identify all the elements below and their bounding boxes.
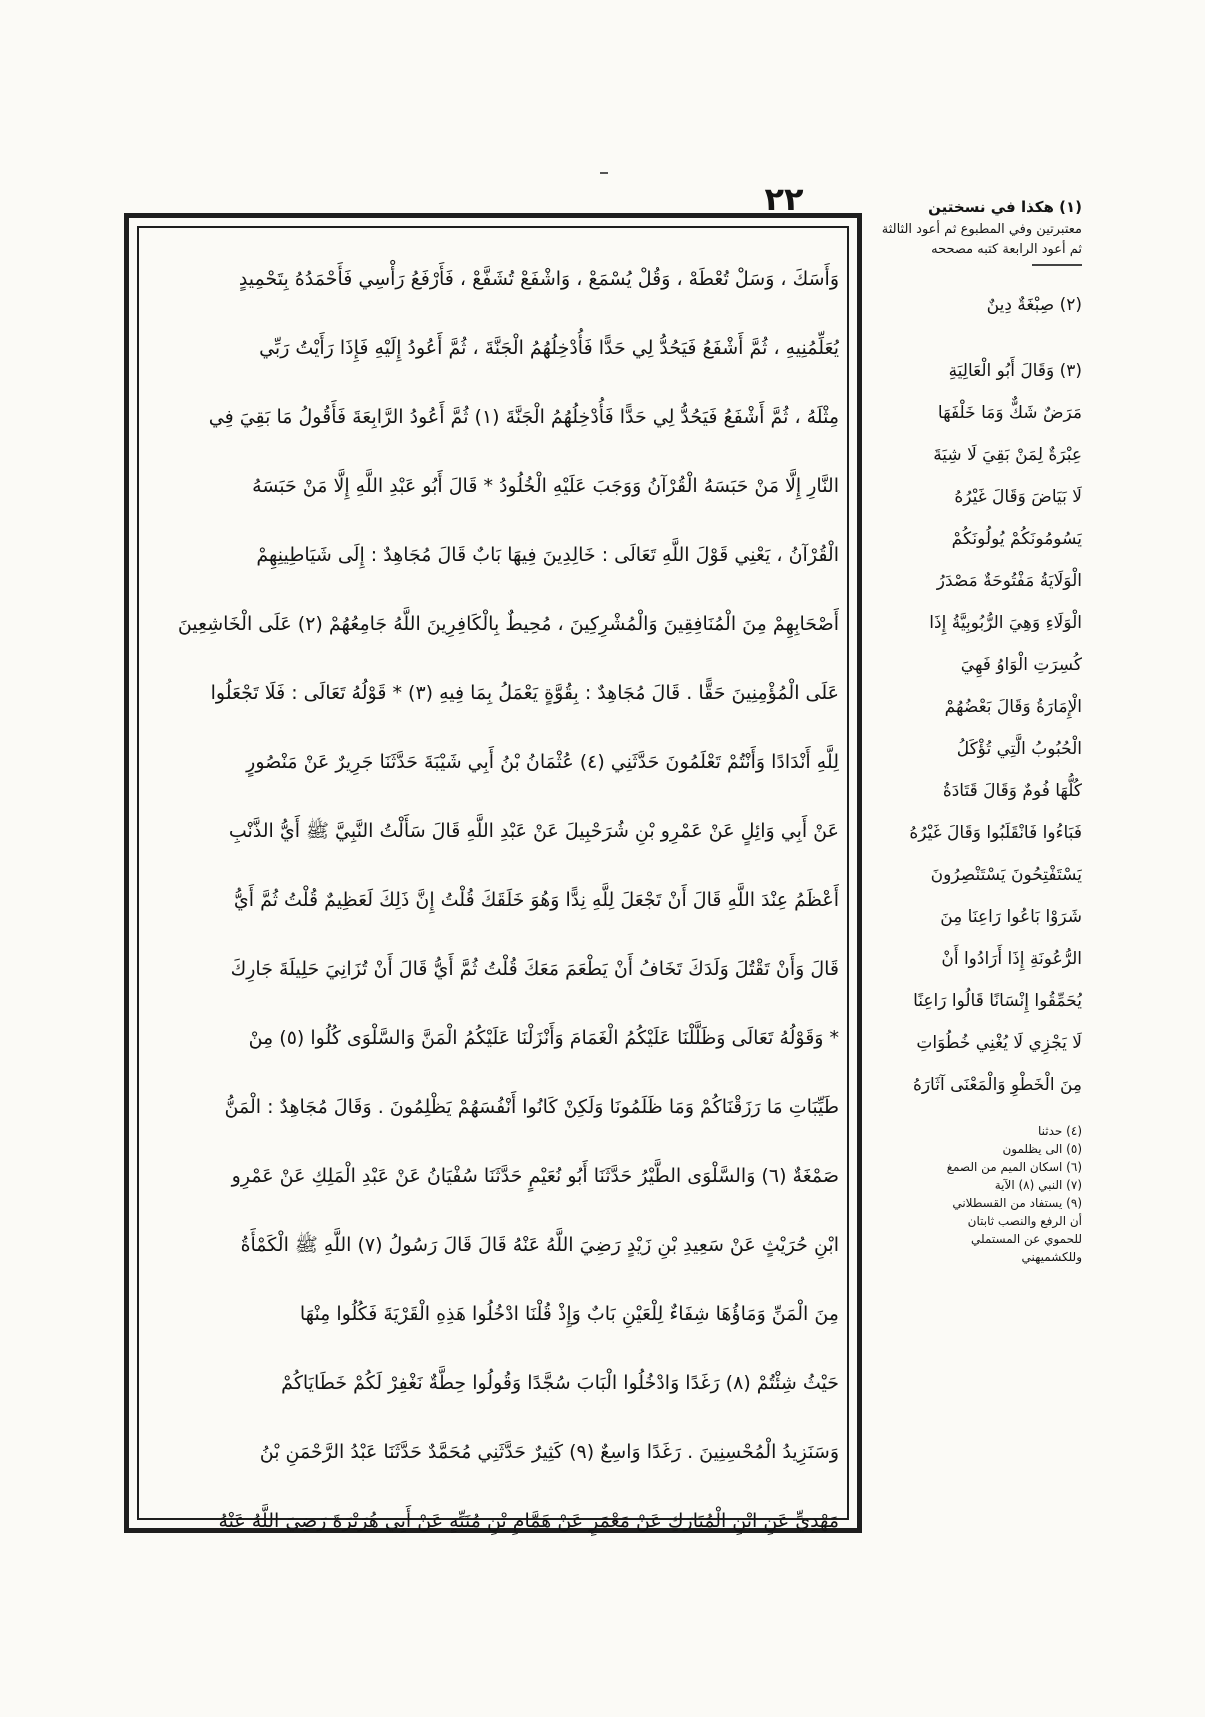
margin-line: يَسْتَفْتِحُونَ يَسْتَنْصِرُونَ: [930, 865, 1082, 885]
margin-line: الْإِمَارَةُ وَقَالَ بَعْضُهُمْ: [944, 697, 1082, 717]
margin-line: الرُّعُونَةِ إِذَا أَرَادُوا أَنْ: [941, 949, 1082, 969]
margin-line: يَسُومُونَكُمْ يُولُونَكُمْ: [951, 529, 1082, 549]
margin-note-2: (٢) صِبْغَةٌ دِينٌ: [986, 295, 1082, 315]
margin-line: يُحَمِّقُوا إِنْسَانًا قَالُوا رَاعِنًا: [913, 991, 1082, 1011]
text-line: ابْنِ حُرَيْثٍ عَنْ سَعِيدِ بْنِ زَيْدٍ رَضِيَ اللَّهُ عَنْهُ قَالَ قَالَ رَسُولُ (٧) اللَّهِ ﷺ الْكَمْأَةُ: [240, 1234, 839, 1256]
margin-notes: [872, 196, 1082, 1266]
text-line: وَأَسَكَ ، وَسَلْ تُعْطَهْ ، وَقُلْ يُسْمَعْ ، وَاشْفَعْ تُشَفَّعْ ، فَأَرْفَعُ رَأْسِي فَأَحْمَدُهُ بِتَحْمِيدٍ: [238, 268, 839, 290]
margin-line: الْوَلَاءِ وَهِيَ الرُّبُوبِيَّةُ إِذَا: [929, 613, 1082, 633]
text-line: أَعْظَمُ عِنْدَ اللَّهِ قَالَ أَنْ تَجْعَلَ لِلَّهِ نِدًّا وَهُوَ خَلَقَكَ قُلْتُ إِنَّ ذَلِكَ لَعَظِيمٌ قُلْتُ ثُمَّ أَيُّ: [233, 889, 839, 911]
margin-line: كُلُّهَا فُومٌ وَقَالَ قَتَادَةُ: [942, 781, 1082, 801]
margin-line: عِبْرَةٌ لِمَنْ بَقِيَ لَا شِيَةَ: [933, 445, 1082, 465]
text-line: قَالَ وَأَنْ تَقْتُلَ وَلَدَكَ تَخَافُ أَنْ يَطْعَمَ مَعَكَ قُلْتُ ثُمَّ أَيُّ قَالَ أَنْ تُزَانِيَ حَلِيلَةَ جَارِكَ: [230, 958, 839, 980]
text-line: صَمْغَةٌ (٦) وَالسَّلْوَى الطَّيْرُ حَدَّثَنَا أَبُو نُعَيْمٍ حَدَّثَنَا سُفْيَانُ عَنْ عَبْدِ الْمَلِكِ عَنْ عَمْرِو: [231, 1165, 839, 1187]
margin-line: الْحُبُوبُ الَّتِي تُؤْكَلُ: [956, 739, 1082, 759]
footnote: للحموي عن المستملي: [971, 1232, 1082, 1246]
text-line: حَيْثُ شِئْتُمْ (٨) رَغَدًا وَادْخُلُوا الْبَابَ سُجَّدًا وَقُولُوا حِطَّةٌ نَغْفِرْ لَكُمْ خَطَايَاكُمْ: [281, 1372, 839, 1394]
text-line: عَنْ أَبِي وَائِلٍ عَنْ عَمْرِو بْنِ شُرَحْبِيلَ عَنْ عَبْدِ اللَّهِ قَالَ سَأَلْتُ النَّبِيَّ ﷺ أَيُّ الذَّنْبِ: [228, 820, 839, 842]
margin-note-1-head: (١) هكذا في نسختين: [928, 198, 1082, 216]
margin-line: فَبَاءُوا فَانْقَلَبُوا وَقَالَ غَيْرُهُ: [909, 823, 1082, 843]
margin-line: مَرَضٌ شَكٌّ وَمَا خَلْفَهَا: [937, 403, 1082, 423]
text-line: الْقُرْآنُ ، يَعْنِي قَوْلَ اللَّهِ تَعَالَى : خَالِدِينَ فِيهَا بَابٌ قَالَ مُجَاهِدٌ : إِلَى شَيَاطِينِهِمْ: [256, 544, 839, 566]
footnote: (٥) الى يظلمون: [1002, 1142, 1082, 1156]
text-line: مَهْدِيٍّ عَنِ ابْنِ الْمُبَارَكِ عَنْ مَعْمَرٍ عَنْ هَمَّامِ بْنِ مُنَبِّهٍ عَنْ أَبِي هُرَيْرَةَ رَضِيَ اللَّهُ عَنْهُ: [218, 1510, 839, 1532]
text-line: يُعَلِّمُنِيهِ ، ثُمَّ أَشْفَعُ فَيَحُدُّ لِي حَدًّا فَأُدْخِلُهُمُ الْجَنَّةَ ، ثُمَّ أَعُودُ إِلَيْهِ فَإِذَا رَأَيْتُ رَبِّي: [259, 337, 839, 359]
margin-line: كُسِرَتِ الْوَاوُ فَهِيَ: [960, 655, 1082, 675]
text-line: مِثْلَهُ ، ثُمَّ أَشْفَعُ فَيَحُدُّ لِي حَدًّا فَأُدْخِلُهُمُ الْجَنَّةَ (١) ثُمَّ أَعُودُ الرَّابِعَةَ فَأَقُولُ مَا بَقِيَ فِي: [208, 406, 839, 428]
footnote: وللكشميهني: [1021, 1250, 1082, 1264]
page-number: ٢٢: [764, 180, 804, 218]
footnote-list: [872, 1122, 1082, 1266]
text-line: * وَقَوْلُهُ تَعَالَى وَظَلَّلْنَا عَلَيْكُمُ الْغَمَامَ وَأَنْزَلْنَا عَلَيْكُمُ الْمَنَّ وَالسَّلْوَى كُلُوا (٥) مِنْ: [248, 1027, 839, 1049]
main-text-body: [147, 242, 839, 1553]
margin-line: لَا بَيَاضَ وَقَالَ غَيْرُهُ: [954, 487, 1082, 507]
margin-note-1-body: معتبرتين وفي المطبوع ثم أعود الثالثة ثم أعود الرابعة كتبه مصححه: [881, 222, 1082, 257]
text-line: عَلَى الْمُؤْمِنِينَ حَقًّا . قَالَ مُجَاهِدٌ : بِقُوَّةٍ يَعْمَلُ بِمَا فِيهِ (٣) * قَوْلُهُ تَعَالَى : فَلَا تَجْعَلُوا: [210, 682, 839, 704]
margin-line: شَرَوْا بَاعُوا رَاعِنَا مِنَ: [940, 907, 1082, 927]
footnote: (٧) النبي (٨) الآية: [994, 1178, 1082, 1192]
text-line: أَصْحَابِهِمْ مِنَ الْمُنَافِقِينَ وَالْمُشْرِكِينَ ، مُحِيطٌ بِالْكَافِرِينَ اللَّهُ جَامِعُهُمْ (٢) عَلَى الْخَاشِعِينَ: [177, 613, 839, 635]
top-mark: [600, 172, 608, 174]
footnote: أن الرفع والنصب ثابتان: [967, 1214, 1082, 1228]
footnote: (٩) يستفاد من القسطلاني: [952, 1196, 1082, 1210]
note-separator: [1032, 264, 1082, 266]
margin-line: (٣) وَقَالَ أَبُو الْعَالِيَةِ: [948, 361, 1082, 381]
text-line: النَّارِ إِلَّا مَنْ حَبَسَهُ الْقُرْآنُ وَوَجَبَ عَلَيْهِ الْخُلُودُ * قَالَ أَبُو عَبْدِ اللَّهِ إِلَّا مَنْ حَبَسَهُ: [252, 475, 839, 497]
margin-line: لَا يَجْزِي لَا يُغْنِي خُطُوَاتِ: [916, 1033, 1082, 1053]
footnote: (٦) اسكان الميم من الصمغ: [946, 1160, 1082, 1174]
margin-line: مِنَ الْخَطْوِ وَالْمَعْنَى آثَارَهُ: [912, 1075, 1082, 1095]
text-line: وَسَنَزِيدُ الْمُحْسِنِينَ . رَغَدًا وَاسِعٌ (٩) كَثِيرٌ حَدَّثَنِي مُحَمَّدٌ حَدَّثَنَا عَبْدُ الرَّحْمَنِ بْنُ: [259, 1441, 839, 1463]
text-line: لِلَّهِ أَنْدَادًا وَأَنْتُمْ تَعْلَمُونَ حَدَّثَنِي (٤) عُثْمَانُ بْنُ أَبِي شَيْبَةَ حَدَّثَنَا جَرِيرٌ عَنْ مَنْصُورٍ: [246, 751, 839, 773]
margin-note-3: [872, 346, 1082, 1102]
text-line: مِنَ الْمَنِّ وَمَاؤُهَا شِفَاءٌ لِلْعَيْنِ بَابٌ وَإِذْ قُلْنَا ادْخُلُوا هَذِهِ الْقَرْيَةَ فَكُلُوا مِنْهَا: [299, 1303, 839, 1325]
footnote: (٤) حدثنا: [1038, 1124, 1082, 1138]
text-line: طَيِّبَاتِ مَا رَزَقْنَاكُمْ وَمَا ظَلَمُونَا وَلَكِنْ كَانُوا أَنْفُسَهُمْ يَظْلِمُونَ . وَقَالَ مُجَاهِدٌ : الْمَنُّ: [224, 1096, 839, 1118]
main-text-frame: [124, 213, 862, 1533]
margin-line: الْوَلَايَةُ مَفْتُوحَةٌ مَصْدَرُ: [936, 571, 1082, 591]
